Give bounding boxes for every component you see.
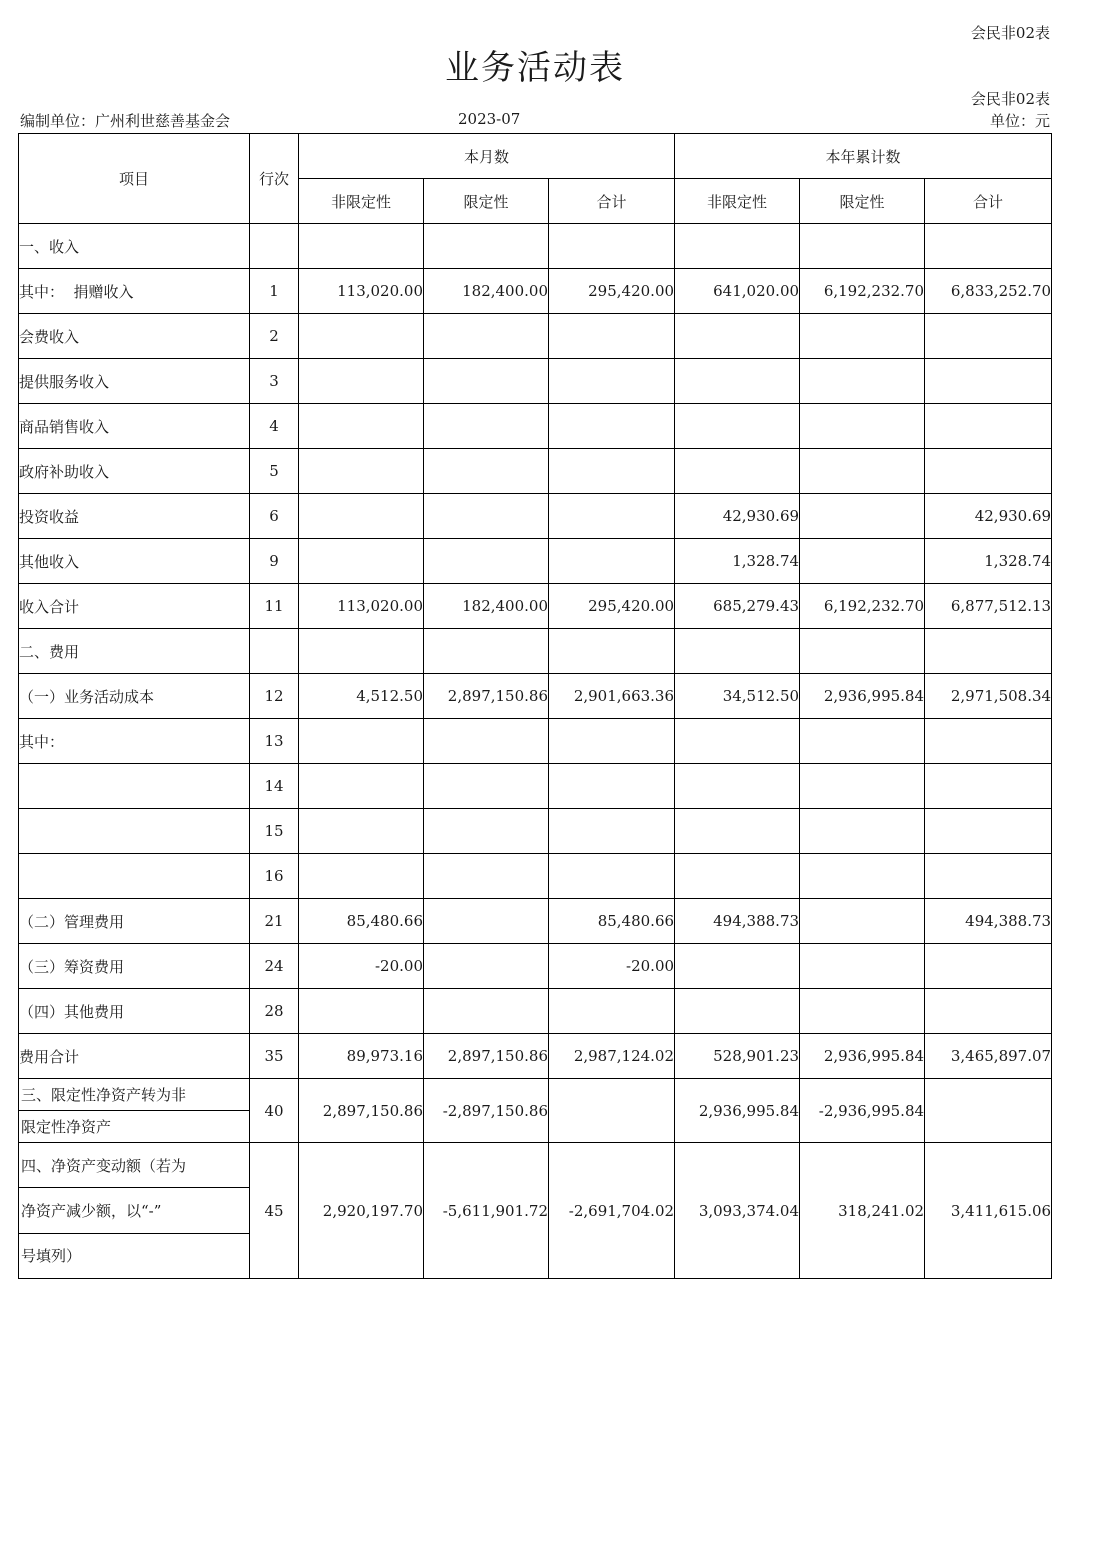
cell-month-unrestricted: 2,897,150.86 — [299, 1079, 424, 1143]
cell-month-total — [549, 764, 675, 809]
cell-month-total: 2,987,124.02 — [549, 1034, 675, 1079]
cell-month-total — [549, 224, 675, 269]
cell-year-unrestricted — [675, 719, 800, 764]
cell-year-total — [925, 359, 1052, 404]
group-header-month: 本月数 — [299, 134, 675, 179]
cell-year-restricted — [800, 944, 925, 989]
cell-year-restricted — [800, 899, 925, 944]
cell-month-restricted — [424, 494, 549, 539]
cell-year-restricted — [800, 629, 925, 674]
cell-month-restricted: -2,897,150.86 — [424, 1079, 549, 1143]
cell-month-restricted — [424, 449, 549, 494]
cell-year-unrestricted: 34,512.50 — [675, 674, 800, 719]
row-item: （三）筹资费用 — [19, 944, 250, 989]
cell-year-total: 6,877,512.13 — [925, 584, 1052, 629]
cell-month-unrestricted — [299, 494, 424, 539]
cell-month-restricted: 2,897,150.86 — [424, 1034, 549, 1079]
cell-month-total — [549, 404, 675, 449]
col-header-month-restricted: 限定性 — [424, 179, 549, 224]
cell-year-unrestricted — [675, 224, 800, 269]
cell-month-total — [549, 449, 675, 494]
row-item: 其中： — [19, 719, 250, 764]
cell-month-unrestricted — [299, 719, 424, 764]
cell-month-unrestricted — [299, 764, 424, 809]
cell-month-total — [549, 629, 675, 674]
row-line: 9 — [250, 539, 299, 584]
cell-month-unrestricted — [299, 359, 424, 404]
row-line: 3 — [250, 359, 299, 404]
cell-year-unrestricted — [675, 989, 800, 1034]
cell-year-total — [925, 854, 1052, 899]
cell-month-total: 295,420.00 — [549, 584, 675, 629]
cell-year-total: 3,465,897.07 — [925, 1034, 1052, 1079]
cell-month-total — [549, 854, 675, 899]
cell-year-unrestricted: 528,901.23 — [675, 1034, 800, 1079]
cell-month-restricted — [424, 764, 549, 809]
group-header-year: 本年累计数 — [675, 134, 1052, 179]
row-line: 35 — [250, 1034, 299, 1079]
col-header-year-restricted: 限定性 — [800, 179, 925, 224]
cell-month-unrestricted — [299, 404, 424, 449]
cell-month-total — [549, 1079, 675, 1143]
activity-report-table — [18, 133, 1052, 1279]
row-line: 13 — [250, 719, 299, 764]
cell-year-restricted — [800, 719, 925, 764]
row-item: 其他收入 — [19, 539, 250, 584]
cell-year-unrestricted: 3,093,374.04 — [675, 1143, 800, 1279]
cell-year-restricted — [800, 539, 925, 584]
cell-year-restricted: -2,936,995.84 — [800, 1079, 925, 1143]
table-row — [19, 449, 1052, 494]
cell-month-unrestricted — [299, 989, 424, 1034]
cell-month-unrestricted: 85,480.66 — [299, 899, 424, 944]
col-header-month-total: 合计 — [549, 179, 675, 224]
cell-year-restricted — [800, 449, 925, 494]
table-row — [19, 674, 1052, 719]
cell-month-restricted: 182,400.00 — [424, 584, 549, 629]
row-item: （四）其他费用 — [19, 989, 250, 1034]
row-line: 45 — [250, 1143, 299, 1279]
table-row — [19, 584, 1052, 629]
row-item-part: 净资产减少额，以“-” — [19, 1187, 249, 1232]
row-line: 40 — [250, 1079, 299, 1143]
cell-year-total — [925, 629, 1052, 674]
table-row — [19, 314, 1052, 359]
row-line: 6 — [250, 494, 299, 539]
row-line: 16 — [250, 854, 299, 899]
cell-year-unrestricted — [675, 449, 800, 494]
table-row-net-change — [19, 1143, 1052, 1279]
row-item — [19, 764, 250, 809]
cell-month-unrestricted — [299, 809, 424, 854]
row-item-part: 四、净资产变动额（若为 — [21, 1156, 187, 1175]
cell-year-total — [925, 719, 1052, 764]
cell-month-total — [549, 989, 675, 1034]
cell-year-restricted: 6,192,232.70 — [800, 269, 925, 314]
cell-month-restricted — [424, 944, 549, 989]
cell-year-restricted — [800, 989, 925, 1034]
cell-year-restricted: 318,241.02 — [800, 1143, 925, 1279]
cell-year-total: 494,388.73 — [925, 899, 1052, 944]
cell-month-restricted — [424, 989, 549, 1034]
cell-year-unrestricted — [675, 809, 800, 854]
col-header-year-total: 合计 — [925, 179, 1052, 224]
cell-year-restricted — [800, 494, 925, 539]
row-item: 二、费用 — [19, 629, 250, 674]
cell-month-unrestricted: -20.00 — [299, 944, 424, 989]
row-item-part: 号填列） — [19, 1233, 249, 1278]
table-row-transfer — [19, 1079, 1052, 1143]
row-line: 4 — [250, 404, 299, 449]
cell-month-restricted — [424, 629, 549, 674]
cell-year-restricted — [800, 809, 925, 854]
row-item: 商品销售收入 — [19, 404, 250, 449]
table-row — [19, 1034, 1052, 1079]
form-code-sub: 会民非02表 — [970, 90, 1050, 108]
row-item: 提供服务收入 — [19, 359, 250, 404]
cell-year-restricted — [800, 359, 925, 404]
form-code-top: 会民非02表 — [970, 24, 1050, 42]
table-row — [19, 719, 1052, 764]
table-row — [19, 359, 1052, 404]
cell-year-total — [925, 944, 1052, 989]
cell-month-total — [549, 539, 675, 584]
cell-year-restricted: 6,192,232.70 — [800, 584, 925, 629]
cell-month-restricted — [424, 359, 549, 404]
cell-month-unrestricted — [299, 539, 424, 584]
cell-month-restricted — [424, 854, 549, 899]
table-row — [19, 539, 1052, 584]
cell-month-restricted: 182,400.00 — [424, 269, 549, 314]
row-item: （二）管理费用 — [19, 899, 250, 944]
table-row — [19, 809, 1052, 854]
cell-year-total — [925, 224, 1052, 269]
cell-year-unrestricted — [675, 359, 800, 404]
col-header-month-unrestricted: 非限定性 — [299, 179, 424, 224]
cell-year-total — [925, 449, 1052, 494]
row-line: 15 — [250, 809, 299, 854]
cell-month-total: -20.00 — [549, 944, 675, 989]
cell-year-total — [925, 404, 1052, 449]
cell-year-total: 42,930.69 — [925, 494, 1052, 539]
cell-year-total: 1,328.74 — [925, 539, 1052, 584]
row-line: 21 — [250, 899, 299, 944]
cell-year-total — [925, 1079, 1052, 1143]
row-line — [250, 224, 299, 269]
row-item — [19, 854, 250, 899]
table-row — [19, 629, 1052, 674]
row-line: 11 — [250, 584, 299, 629]
table-row — [19, 899, 1052, 944]
row-line: 5 — [250, 449, 299, 494]
cell-year-restricted — [800, 404, 925, 449]
table-row — [19, 269, 1052, 314]
cell-month-total: 85,480.66 — [549, 899, 675, 944]
cell-month-restricted — [424, 404, 549, 449]
row-item: 政府补助收入 — [19, 449, 250, 494]
cell-year-total — [925, 809, 1052, 854]
cell-year-restricted — [800, 854, 925, 899]
row-line — [250, 629, 299, 674]
table-row — [19, 764, 1052, 809]
row-item-part: 三、限定性净资产转为非 — [21, 1086, 187, 1104]
cell-month-unrestricted: 89,973.16 — [299, 1034, 424, 1079]
cell-month-restricted: -5,611,901.72 — [424, 1143, 549, 1279]
cell-year-unrestricted — [675, 404, 800, 449]
row-item-part: 限定性净资产 — [19, 1110, 249, 1142]
cell-year-restricted — [800, 314, 925, 359]
cell-month-unrestricted: 113,020.00 — [299, 269, 424, 314]
report-period: 2023-07 — [458, 110, 521, 128]
cell-year-unrestricted: 1,328.74 — [675, 539, 800, 584]
cell-month-restricted — [424, 314, 549, 359]
cell-year-unrestricted — [675, 629, 800, 674]
cell-month-restricted — [424, 899, 549, 944]
cell-month-total: -2,691,704.02 — [549, 1143, 675, 1279]
cell-year-restricted — [800, 224, 925, 269]
cell-year-unrestricted: 641,020.00 — [675, 269, 800, 314]
cell-month-restricted — [424, 539, 549, 584]
cell-year-unrestricted — [675, 944, 800, 989]
table-row — [19, 989, 1052, 1034]
row-line: 1 — [250, 269, 299, 314]
row-item: 会费收入 — [19, 314, 250, 359]
cell-year-unrestricted: 685,279.43 — [675, 584, 800, 629]
row-item-split — [19, 1143, 250, 1279]
cell-year-restricted: 2,936,995.84 — [800, 674, 925, 719]
table-row — [19, 224, 1052, 269]
row-item — [19, 809, 250, 854]
cell-year-restricted: 2,936,995.84 — [800, 1034, 925, 1079]
row-line: 2 — [250, 314, 299, 359]
cell-year-unrestricted: 494,388.73 — [675, 899, 800, 944]
cell-month-unrestricted: 2,920,197.70 — [299, 1143, 424, 1279]
cell-month-unrestricted — [299, 449, 424, 494]
row-item: （一）业务活动成本 — [19, 674, 250, 719]
cell-month-total — [549, 719, 675, 764]
cell-year-unrestricted: 2,936,995.84 — [675, 1079, 800, 1143]
row-item: 费用合计 — [19, 1034, 250, 1079]
table-row — [19, 944, 1052, 989]
cell-month-unrestricted — [299, 314, 424, 359]
cell-year-total — [925, 314, 1052, 359]
table-row — [19, 404, 1052, 449]
row-line: 14 — [250, 764, 299, 809]
cell-month-total — [549, 494, 675, 539]
cell-month-unrestricted — [299, 224, 424, 269]
cell-month-restricted: 2,897,150.86 — [424, 674, 549, 719]
cell-year-unrestricted: 42,930.69 — [675, 494, 800, 539]
cell-year-restricted — [800, 764, 925, 809]
row-line: 28 — [250, 989, 299, 1034]
row-line: 12 — [250, 674, 299, 719]
page-title: 业务活动表 — [445, 48, 625, 88]
row-item-split — [19, 1079, 250, 1143]
cell-year-unrestricted — [675, 314, 800, 359]
cell-year-unrestricted — [675, 854, 800, 899]
cell-month-restricted — [424, 809, 549, 854]
row-item: 收入合计 — [19, 584, 250, 629]
cell-month-unrestricted — [299, 854, 424, 899]
cell-month-restricted — [424, 719, 549, 764]
cell-month-restricted — [424, 224, 549, 269]
col-header-line: 行次 — [250, 134, 299, 224]
cell-month-total — [549, 359, 675, 404]
cell-month-total — [549, 314, 675, 359]
cell-month-unrestricted — [299, 629, 424, 674]
cell-year-total: 3,411,615.06 — [925, 1143, 1052, 1279]
cell-year-unrestricted — [675, 764, 800, 809]
row-item: 投资收益 — [19, 494, 250, 539]
unit-label: 单位：元 — [989, 112, 1050, 130]
table-row — [19, 854, 1052, 899]
cell-month-total — [549, 809, 675, 854]
cell-year-total: 2,971,508.34 — [925, 674, 1052, 719]
cell-year-total — [925, 764, 1052, 809]
cell-year-total: 6,833,252.70 — [925, 269, 1052, 314]
row-item: 一、收入 — [19, 224, 250, 269]
table-row — [19, 494, 1052, 539]
cell-month-unrestricted: 4,512.50 — [299, 674, 424, 719]
cell-month-unrestricted: 113,020.00 — [299, 584, 424, 629]
col-header-year-unrestricted: 非限定性 — [675, 179, 800, 224]
cell-month-total: 295,420.00 — [549, 269, 675, 314]
cell-year-total — [925, 989, 1052, 1034]
col-header-item: 项目 — [19, 134, 250, 224]
org-label: 编制单位：广州利世慈善基金会 — [20, 112, 231, 130]
cell-month-total: 2,901,663.36 — [549, 674, 675, 719]
row-line: 24 — [250, 944, 299, 989]
row-item: 其中： 捐赠收入 — [19, 269, 250, 314]
